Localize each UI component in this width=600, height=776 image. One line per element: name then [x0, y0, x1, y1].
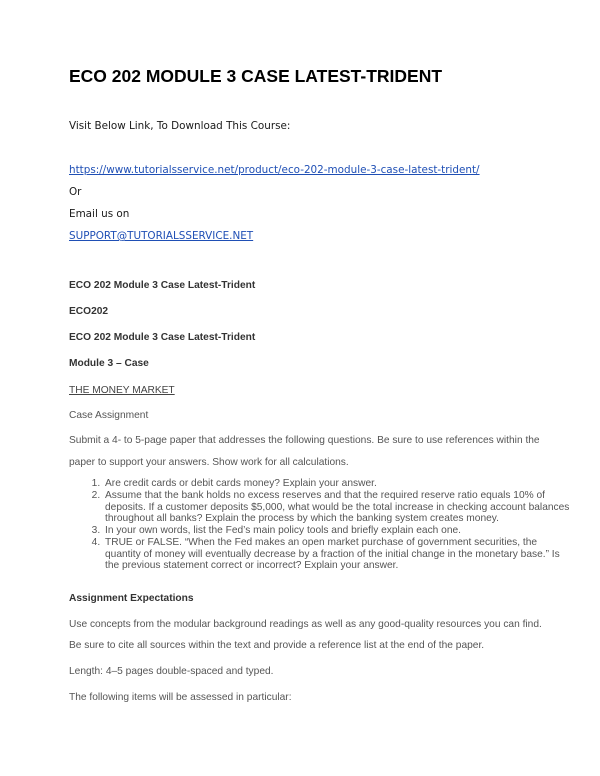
expectations-line-1: Use concepts from the modular background readings as well as any good-quality resources you can find. — [69, 619, 542, 630]
expectations-line-2: Be sure to cite all sources within the text and provide a reference list at the end of the paper. — [69, 640, 485, 651]
assessed-text: The following items will be assessed in particular: — [69, 692, 292, 703]
case-assignment-label: Case Assignment — [69, 410, 149, 421]
heading-course-code: ECO202 — [69, 306, 109, 317]
or-text: Or — [69, 186, 82, 198]
list-item: 2. Assume that the bank holds no excess reserves and that the required reserve ratio equals 10% of deposits. If a customer deposits $5,000, what would be the total increase in checking account balances throughout all banks? Explain the process by which the banking system creates money. — [103, 490, 573, 525]
page-title: ECO 202 MODULE 3 CASE LATEST-TRIDENT — [69, 66, 443, 86]
question-list — [69, 478, 573, 572]
list-item: 4. TRUE or FALSE. “When the Fed makes an open market purchase of government securities, the quantity of money will eventually decrease by a fraction of the initial change in the monetary base.” Is the previous statement correct or incorrect? Explain your answer. — [103, 537, 573, 572]
heading-course-case: ECO 202 Module 3 Case Latest-Trident — [69, 280, 256, 291]
length-text: Length: 4–5 pages double-spaced and typed. — [69, 666, 274, 677]
course-link[interactable]: https://www.tutorialsservice.net/product/eco-202-module-3-case-latest-trident/ — [69, 164, 480, 176]
email-link[interactable]: SUPPORT@TUTORIALSSERVICE.NET — [69, 230, 254, 242]
intro-line-1: Submit a 4- to 5-page paper that addresses the following questions. Be sure to use references within the — [69, 435, 540, 446]
intro-line-2: paper to support your answers. Show work for all calculations. — [69, 457, 349, 468]
heading-module: Module 3 – Case — [69, 358, 149, 369]
heading-course-case-repeat: ECO 202 Module 3 Case Latest-Trident — [69, 332, 256, 343]
section-money-market: THE MONEY MARKET — [69, 385, 175, 396]
expectations-heading: Assignment Expectations — [69, 593, 194, 604]
visit-text: Visit Below Link, To Download This Course: — [69, 120, 291, 132]
list-item: 3. In your own words, list the Fed’s main policy tools and briefly explain each one. — [103, 525, 573, 537]
list-item: 1. Are credit cards or debit cards money? Explain your answer. — [103, 478, 573, 490]
email-text: Email us on — [69, 208, 130, 220]
